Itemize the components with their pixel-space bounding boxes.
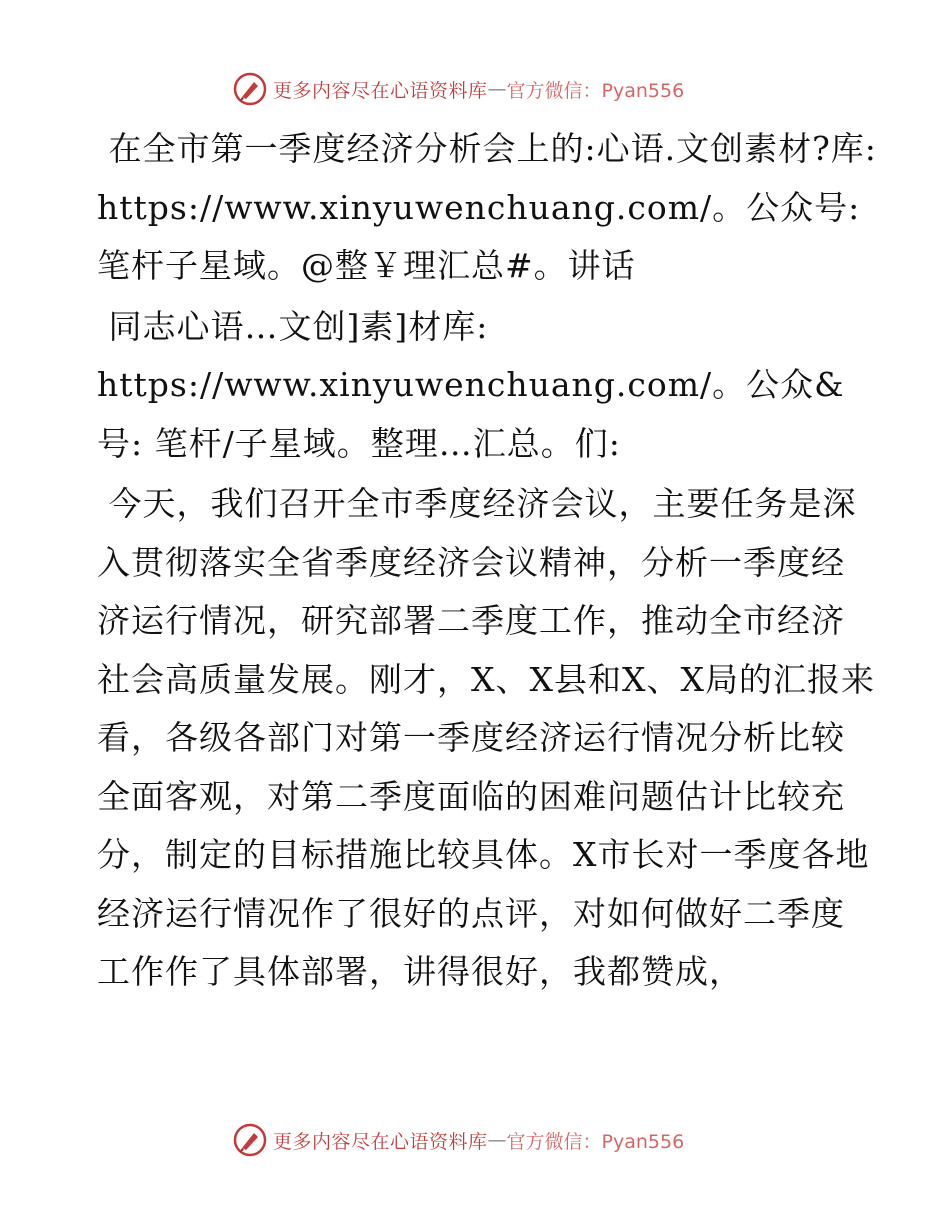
- document-body: [97, 120, 889, 1002]
- banner-title: 更多内容尽在心语资料库: [273, 79, 488, 102]
- banner-title: 更多内容尽在心语资料库: [273, 1130, 488, 1153]
- banner-wechat: 官方微信：Pyan556: [506, 1130, 685, 1153]
- footer-banner: [233, 1123, 684, 1157]
- pen-logo-icon: [233, 1123, 267, 1157]
- banner-separator: —: [487, 1129, 507, 1151]
- paragraph-salutation: 同志心语…文创]素]材库: https://www.xinyuwenchuang.com/。公众&号: 笔杆/子星域。整理…汇总。们:: [97, 306, 845, 463]
- pen-logo-icon: [233, 72, 267, 106]
- banner-separator: —: [487, 78, 507, 100]
- banner-wechat: 官方微信：Pyan556: [506, 79, 685, 102]
- paragraph-body: 今天，我们召开全市季度经济会议，主要任务是深入贯彻落实全省季度经济会议精神，分析一季度经济运行情况，研究部署二季度工作，推动全市经济社会高质量发展。刚才，X、X县和X、X局的汇报来看，各级各部门对第一季度经济运行情况分析比较全面客观，对第二季度面临的困难问题估计比较充分，制定的目标措施比较具体。X市长对一季度各地经济运行情况作了很好的点评，对如何做好二季度工作作了具体部署，讲得很好，我都赞成，: [97, 484, 875, 991]
- paragraph-title: 在全市第一季度经济分析会上的:心语.文创素材?库: https://www.xinyuwenchuang.com/。公众号: 笔杆子星域。@整￥理汇总#。讲话: [97, 129, 889, 285]
- header-banner: [233, 72, 684, 106]
